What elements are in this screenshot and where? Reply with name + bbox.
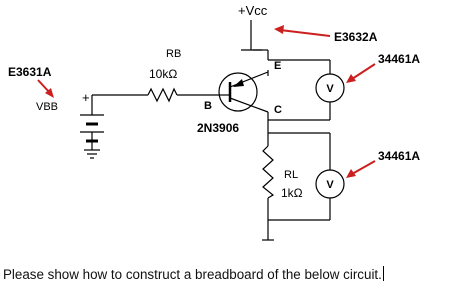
- rb-name-label: RB: [166, 48, 182, 60]
- battery-plus-sign: +: [82, 90, 90, 105]
- vcc-label: +Vcc: [238, 3, 268, 18]
- ground-symbol: [84, 150, 100, 158]
- base-pin-label: B: [204, 100, 212, 112]
- text-cursor: [383, 266, 384, 281]
- e3631a-tag: E3631A: [8, 65, 52, 79]
- collector-pin-label: C: [274, 104, 282, 116]
- rb-value-label: 10kΩ: [149, 67, 178, 81]
- voltmeter-2-symbol: V: [326, 179, 334, 191]
- question-text-input[interactable]: [3, 264, 448, 286]
- e3632a-tag: E3632A: [334, 30, 378, 44]
- transistor-part-label: 2N3906: [197, 121, 240, 135]
- question-text: Please show how to construct a breadboard of the below circuit.: [3, 267, 382, 282]
- vbb-label: VBB: [36, 101, 59, 113]
- emitter-pin-label: E: [274, 60, 282, 72]
- voltmeter-1-tag: 34461A: [378, 52, 421, 66]
- voltmeter-2-tag: 34461A: [378, 149, 421, 163]
- pnp-transistor: [218, 72, 268, 112]
- rl-name-label: RL: [284, 169, 299, 181]
- rl-resistor: [263, 146, 273, 198]
- voltmeter-1-symbol: V: [326, 83, 334, 95]
- rl-value-label: 1kΩ: [281, 186, 303, 200]
- rb-resistor: [148, 89, 177, 101]
